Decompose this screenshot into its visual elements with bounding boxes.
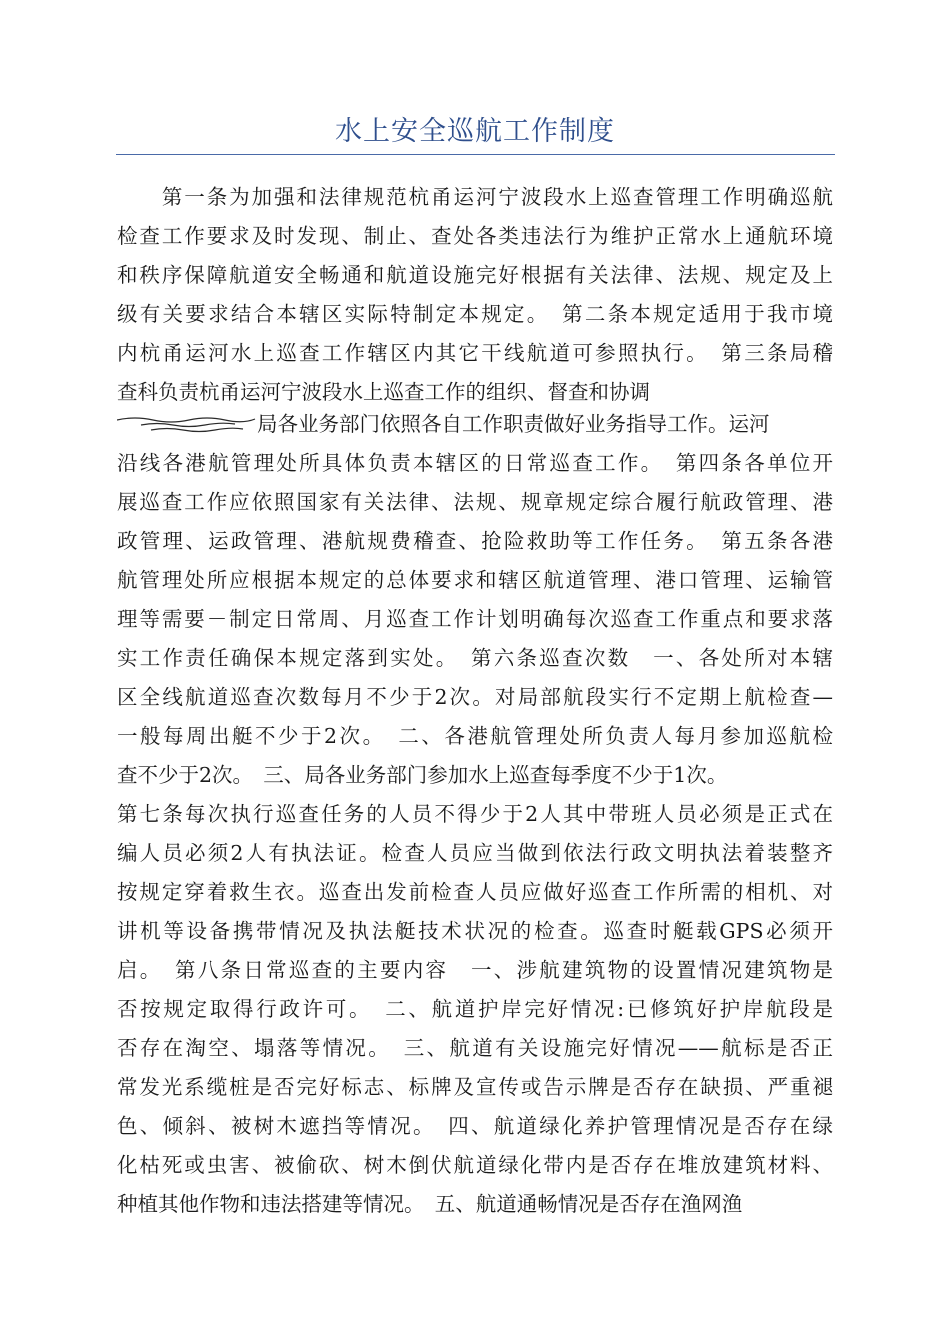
- body-line: 编人员必须2人有执法证。检查人员应当做到依法行政文明执法着装整齐: [117, 841, 833, 865]
- body-line: 按规定穿着救生衣。巡查出发前检查人员应做好巡查工作所需的相机、对: [117, 880, 833, 904]
- body-line: 否按规定取得行政许可。 二、航道护岸完好情况:已修筑好护岸航段是: [117, 997, 833, 1021]
- body-line: 内杭甬运河水上巡查工作辖区内其它干线航道可参照执行。 第三条局稽: [117, 341, 833, 365]
- body-line: 政管理、运政管理、港航规费稽查、抢险救助等工作任务。 第五条各港: [117, 529, 833, 553]
- body-line: 检查工作要求及时发现、制止、查处各类违法行为维护正常水上通航环境: [117, 224, 833, 248]
- body-line: 航管理处所应根据本规定的总体要求和辖区航道管理、港口管理、运输管: [117, 568, 833, 592]
- body-line: 讲机等设备携带情况及执法艇技术状况的检查。巡查时艇载GPS必须开: [117, 919, 833, 943]
- body-line: 展巡查工作应依照国家有关法律、法规、规章规定综合履行航政管理、港: [117, 490, 833, 514]
- body-line: 化枯死或虫害、被偷砍、树木倒伏航道绿化带内是否存在堆放建筑材料、: [117, 1153, 833, 1177]
- body-line: 一般每周出艇不少于2次。 二、各港航管理处所负责人每月参加巡航检: [117, 724, 833, 748]
- body-line: 沿线各港航管理处所具体负责本辖区的日常巡查工作。 第四条各单位开: [117, 451, 833, 475]
- body-line: 实工作责任确保本规定落到实处。 第六条巡查次数 一、各处所对本辖: [117, 646, 833, 670]
- wave-scribble-icon: [117, 412, 257, 438]
- body-line: 否存在淘空、塌落等情况。 三、航道有关设施完好情况——航标是否正: [117, 1036, 833, 1060]
- body-line: 查科负责杭甬运河宁波段水上巡查工作的组织、督查和协调: [117, 380, 650, 404]
- body-line: 常发光系缆桩是否完好标志、标牌及宣传或告示牌是否存在缺损、严重褪: [117, 1075, 833, 1099]
- body-line: 和秩序保障航道安全畅通和航道设施完好根据有关法律、法规、规定及上: [117, 263, 833, 287]
- body-line: 区全线航道巡查次数每月不少于2次。对局部航段实行不定期上航检查—: [117, 685, 833, 709]
- body-line: 启。 第八条日常巡查的主要内容 一、涉航建筑物的设置情况建筑物是: [117, 958, 833, 982]
- body-line: 级有关要求结合本辖区实际特制定本规定。 第二条本规定适用于我市境: [117, 302, 833, 326]
- body-line: 种植其他作物和违法搭建等情况。 五、航道通畅情况是否存在渔网渔: [117, 1192, 743, 1216]
- body-line: 理等需要－制定日常周、月巡查工作计划明确每次巡查工作重点和要求落: [117, 607, 833, 631]
- body-line: 第一条为加强和法律规范杭甬运河宁波段水上巡查管理工作明确巡航: [117, 185, 833, 209]
- title-underline: [116, 154, 835, 155]
- body-line: 色、倾斜、被树木遮挡等情况。 四、航道绿化养护管理情况是否存在绿: [117, 1114, 833, 1138]
- body-line: 局各业务部门依照各自工作职责做好业务指导工作。运河: [257, 412, 770, 436]
- body-line: 查不少于2次。 三、局各业务部门参加水上巡查每季度不少于1次。: [117, 763, 728, 787]
- body-line: 第七条每次执行巡查任务的人员不得少于2人其中带班人员必须是正式在: [117, 802, 833, 826]
- document-title: 水上安全巡航工作制度: [335, 116, 615, 147]
